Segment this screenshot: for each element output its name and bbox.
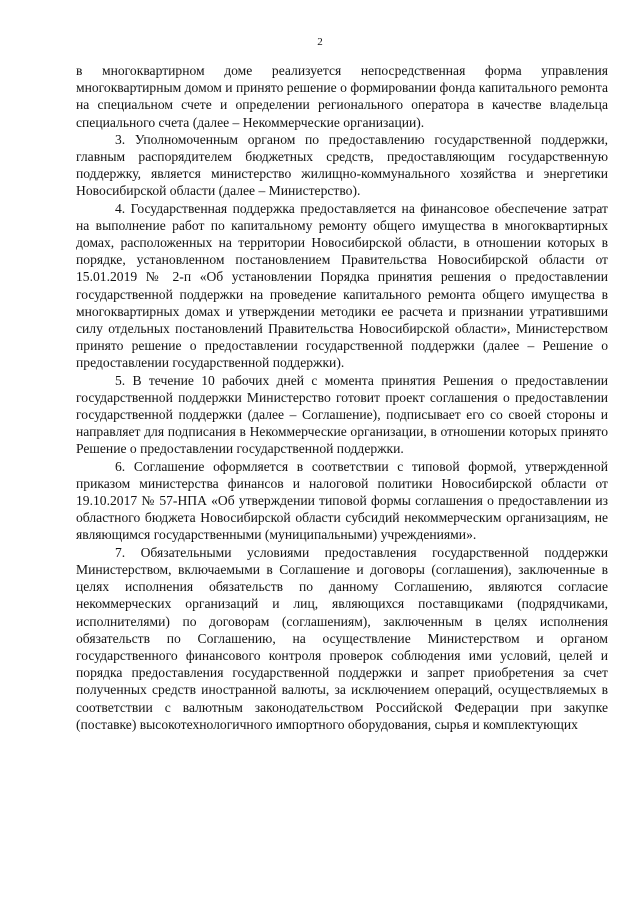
paragraph-7-mandatory-conditions: 7. Обязательными условиями предоставления государственной поддержки Министерством, включаемыми в Соглашение и договоры (соглашения), заключенные в целях исполнения обязательств по данному Соглашению, являются согласие некоммерческих организаций и лиц, являющихся поставщиками (подрядчиками, исполнителями) по договорам (соглашениям), заключенным в целях исполнения обязательств по Соглашению, на осуществление Министерством и органом государственного финансового контроля проверок соблюдения ими условий, целей и порядка предоставления государственной поддержки и запрет приобретения за счет полученных средств иностранной валюты, за исключением операций, осуществляемых в соответствии с валютным законодательством Российской Федерации при закупке (поставке) высокотехнологичного импортного оборудования, сырья и комплектующих: [76, 544, 608, 732]
paragraph-4-support-purpose: 4. Государственная поддержка предоставляется на финансовое обеспечение затрат на выполнение работ по капитальному ремонту общего имущества в многоквартирных домах, расположенных на территории Новосибирской области, в отношении которых в порядке, установленном постановлением Правительства Новосибирской области от 15.01.2019 № 2-п «Об установлении Порядка принятия решения о предоставлении государственной поддержки на проведение капитального ремонта общего имущества в многоквартирных домах и утверждении методики ее расчета и признании утратившими силу отдельных постановлений Правительства Новосибирской области», Министерством принято решение о предоставлении государственной поддержки (далее – Решение о предоставлении государственной поддержки).: [76, 200, 608, 371]
paragraph-6-agreement-form: 6. Соглашение оформляется в соответствии с типовой формой, утвержденной приказом министерства финансов и налоговой политики Новосибирской области от 19.10.2017 № 57-НПА «Об утверждении типовой формы соглашения о предоставлении из областного бюджета Новосибирской области субсидий некоммерческим организациям, не являющимся государственными (муниципальными) учреждениями».: [76, 458, 608, 543]
paragraph-continuation: в многоквартирном доме реализуется непосредственная форма управления многоквартирным домом и принято решение о формировании фонда капитального ремонта на специальном счете и определении регионального оператора в качестве владельца специального счета (далее – Некоммерческие организации).: [76, 63, 608, 130]
paragraph-5-agreement-preparation: 5. В течение 10 рабочих дней с момента принятия Решения о предоставлении государственной поддержки Министерство готовит проект соглашения о предоставлении государственной поддержки (далее – Соглашение), подписывает его со своей стороны и направляет для подписания в Некоммерческие организации, в отношении которых принято Решение о предоставлении государственной поддержки.: [76, 372, 608, 457]
paragraph-3-authorized-body: 3. Уполномоченным органом по предоставлению государственной поддержки, главным распорядителем бюджетных средств, предоставляющим государственную поддержку, является министерство жилищно-коммунального хозяйства и энергетики Новосибирской области (далее – Министерство).: [76, 131, 608, 199]
page-number: 2: [317, 36, 323, 48]
document-body: [76, 62, 608, 733]
